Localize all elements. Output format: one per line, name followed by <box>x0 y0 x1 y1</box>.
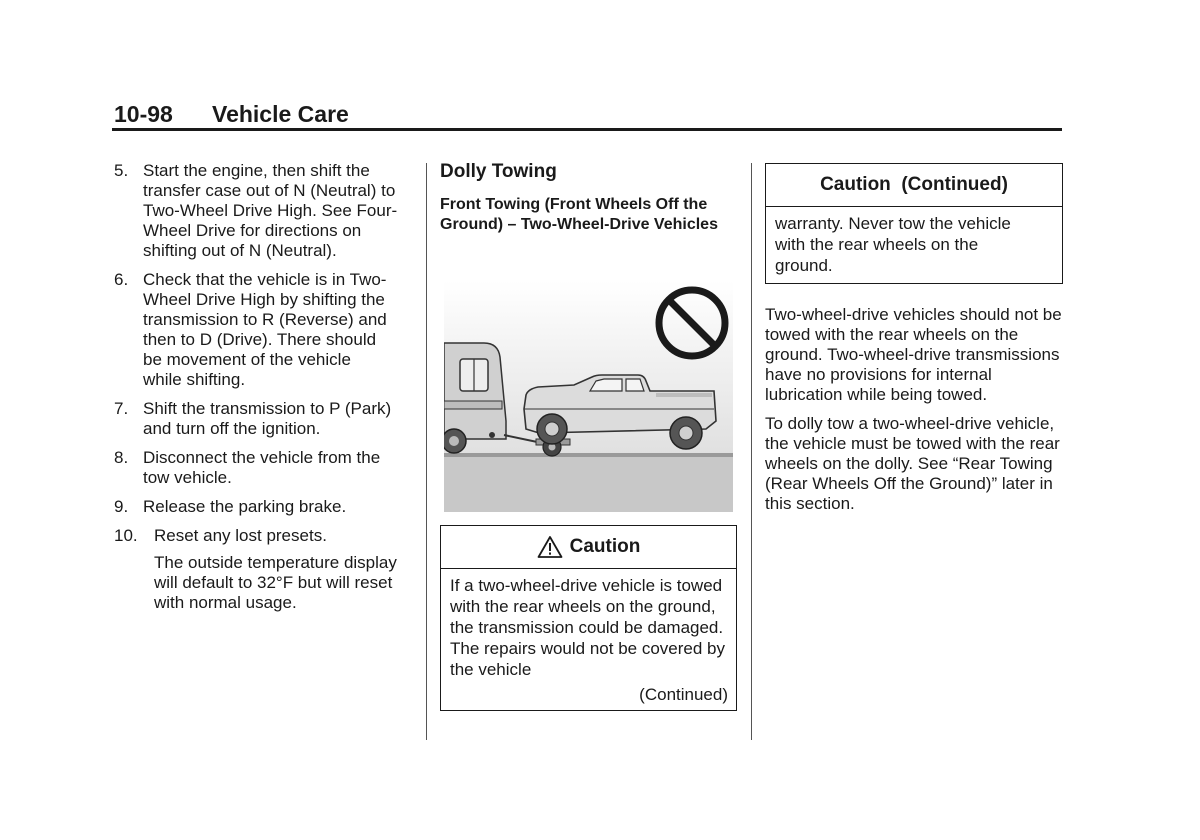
page-number: 10-98 <box>114 101 173 127</box>
step-item <box>114 270 414 390</box>
step-number: 7. <box>114 399 129 418</box>
caution-continued-header <box>766 164 1062 207</box>
towing-scene <box>444 281 733 512</box>
warning-triangle-icon <box>537 535 563 559</box>
header-rule <box>112 128 1062 131</box>
page-header <box>112 101 1062 131</box>
step-text: Reset any lost presets. <box>154 526 327 545</box>
step-text: Check that the vehicle is in Two-Wheel Drive High by shifting the transmission to R (Reverse) and then to D (Drive). There should be movement of the vehicle while shifting. <box>143 270 387 389</box>
step-item <box>114 399 414 439</box>
step-text: Start the engine, then shift the transfer case out of N (Neutral) to Two-Wheel Drive High. See Four-Wheel Drive for directions on shifting out of N (Neutral). <box>143 161 398 260</box>
step-number: 5. <box>114 161 129 180</box>
step-item <box>114 526 414 546</box>
caution-continued-text: warranty. Never tow the vehicle with the rear wheels on the ground. <box>775 214 1011 275</box>
column-2 <box>440 161 738 235</box>
continued-label: (Continued) <box>639 685 728 704</box>
temperature-note: The outside temperature display will default to 32°F but will reset with normal usage. <box>154 553 397 612</box>
step-number: 6. <box>114 270 129 289</box>
caution-text: If a two-wheel-drive vehicle is towed with the rear wheels on the ground, the transmission could be damaged. The repairs would not be covered by the vehicle <box>450 576 725 679</box>
column-3-text <box>765 305 1063 523</box>
step-text: Shift the transmission to P (Park) and turn off the ignition. <box>143 399 392 438</box>
caution-title: Caution <box>569 536 641 557</box>
step-text: Disconnect the vehicle from the tow vehicle. <box>143 448 381 487</box>
dolly-towing-illustration <box>444 281 733 512</box>
step-text: Release the parking brake. <box>143 497 347 516</box>
caution-body <box>441 569 736 711</box>
subsection-heading: Front Towing (Front Wheels Off the Ground) – Two-Wheel-Drive Vehicles <box>440 196 718 233</box>
tow-vehicle <box>444 343 506 453</box>
paragraph: Two-wheel-drive vehicles should not be towed with the rear wheels on the ground. Two-wheel-drive transmissions have no provisions for internal lubrication while being towed. <box>765 305 1062 404</box>
step-number: 8. <box>114 448 129 467</box>
caution-header <box>441 526 736 569</box>
paragraph: To dolly tow a two-wheel-drive vehicle, the vehicle must be towed with the rear wheels on the dolly. See “Rear Towing (Rear Wheels Off the Ground)” later in this section. <box>765 414 1060 513</box>
step-number: 9. <box>114 497 129 516</box>
caution-continued-title: Caution (Continued) <box>820 174 1008 195</box>
column-divider <box>426 163 427 740</box>
caution-continued-body <box>766 207 1062 282</box>
section-heading: Dolly Towing <box>440 161 557 182</box>
step-item <box>114 161 414 261</box>
step-item <box>114 448 414 488</box>
step-item <box>114 497 414 517</box>
column-1 <box>114 161 414 613</box>
column-divider <box>751 163 752 740</box>
caution-box <box>440 525 737 711</box>
caution-continued-box <box>765 163 1063 284</box>
step-number: 10. <box>114 526 138 545</box>
section-title: Vehicle Care <box>212 101 349 127</box>
